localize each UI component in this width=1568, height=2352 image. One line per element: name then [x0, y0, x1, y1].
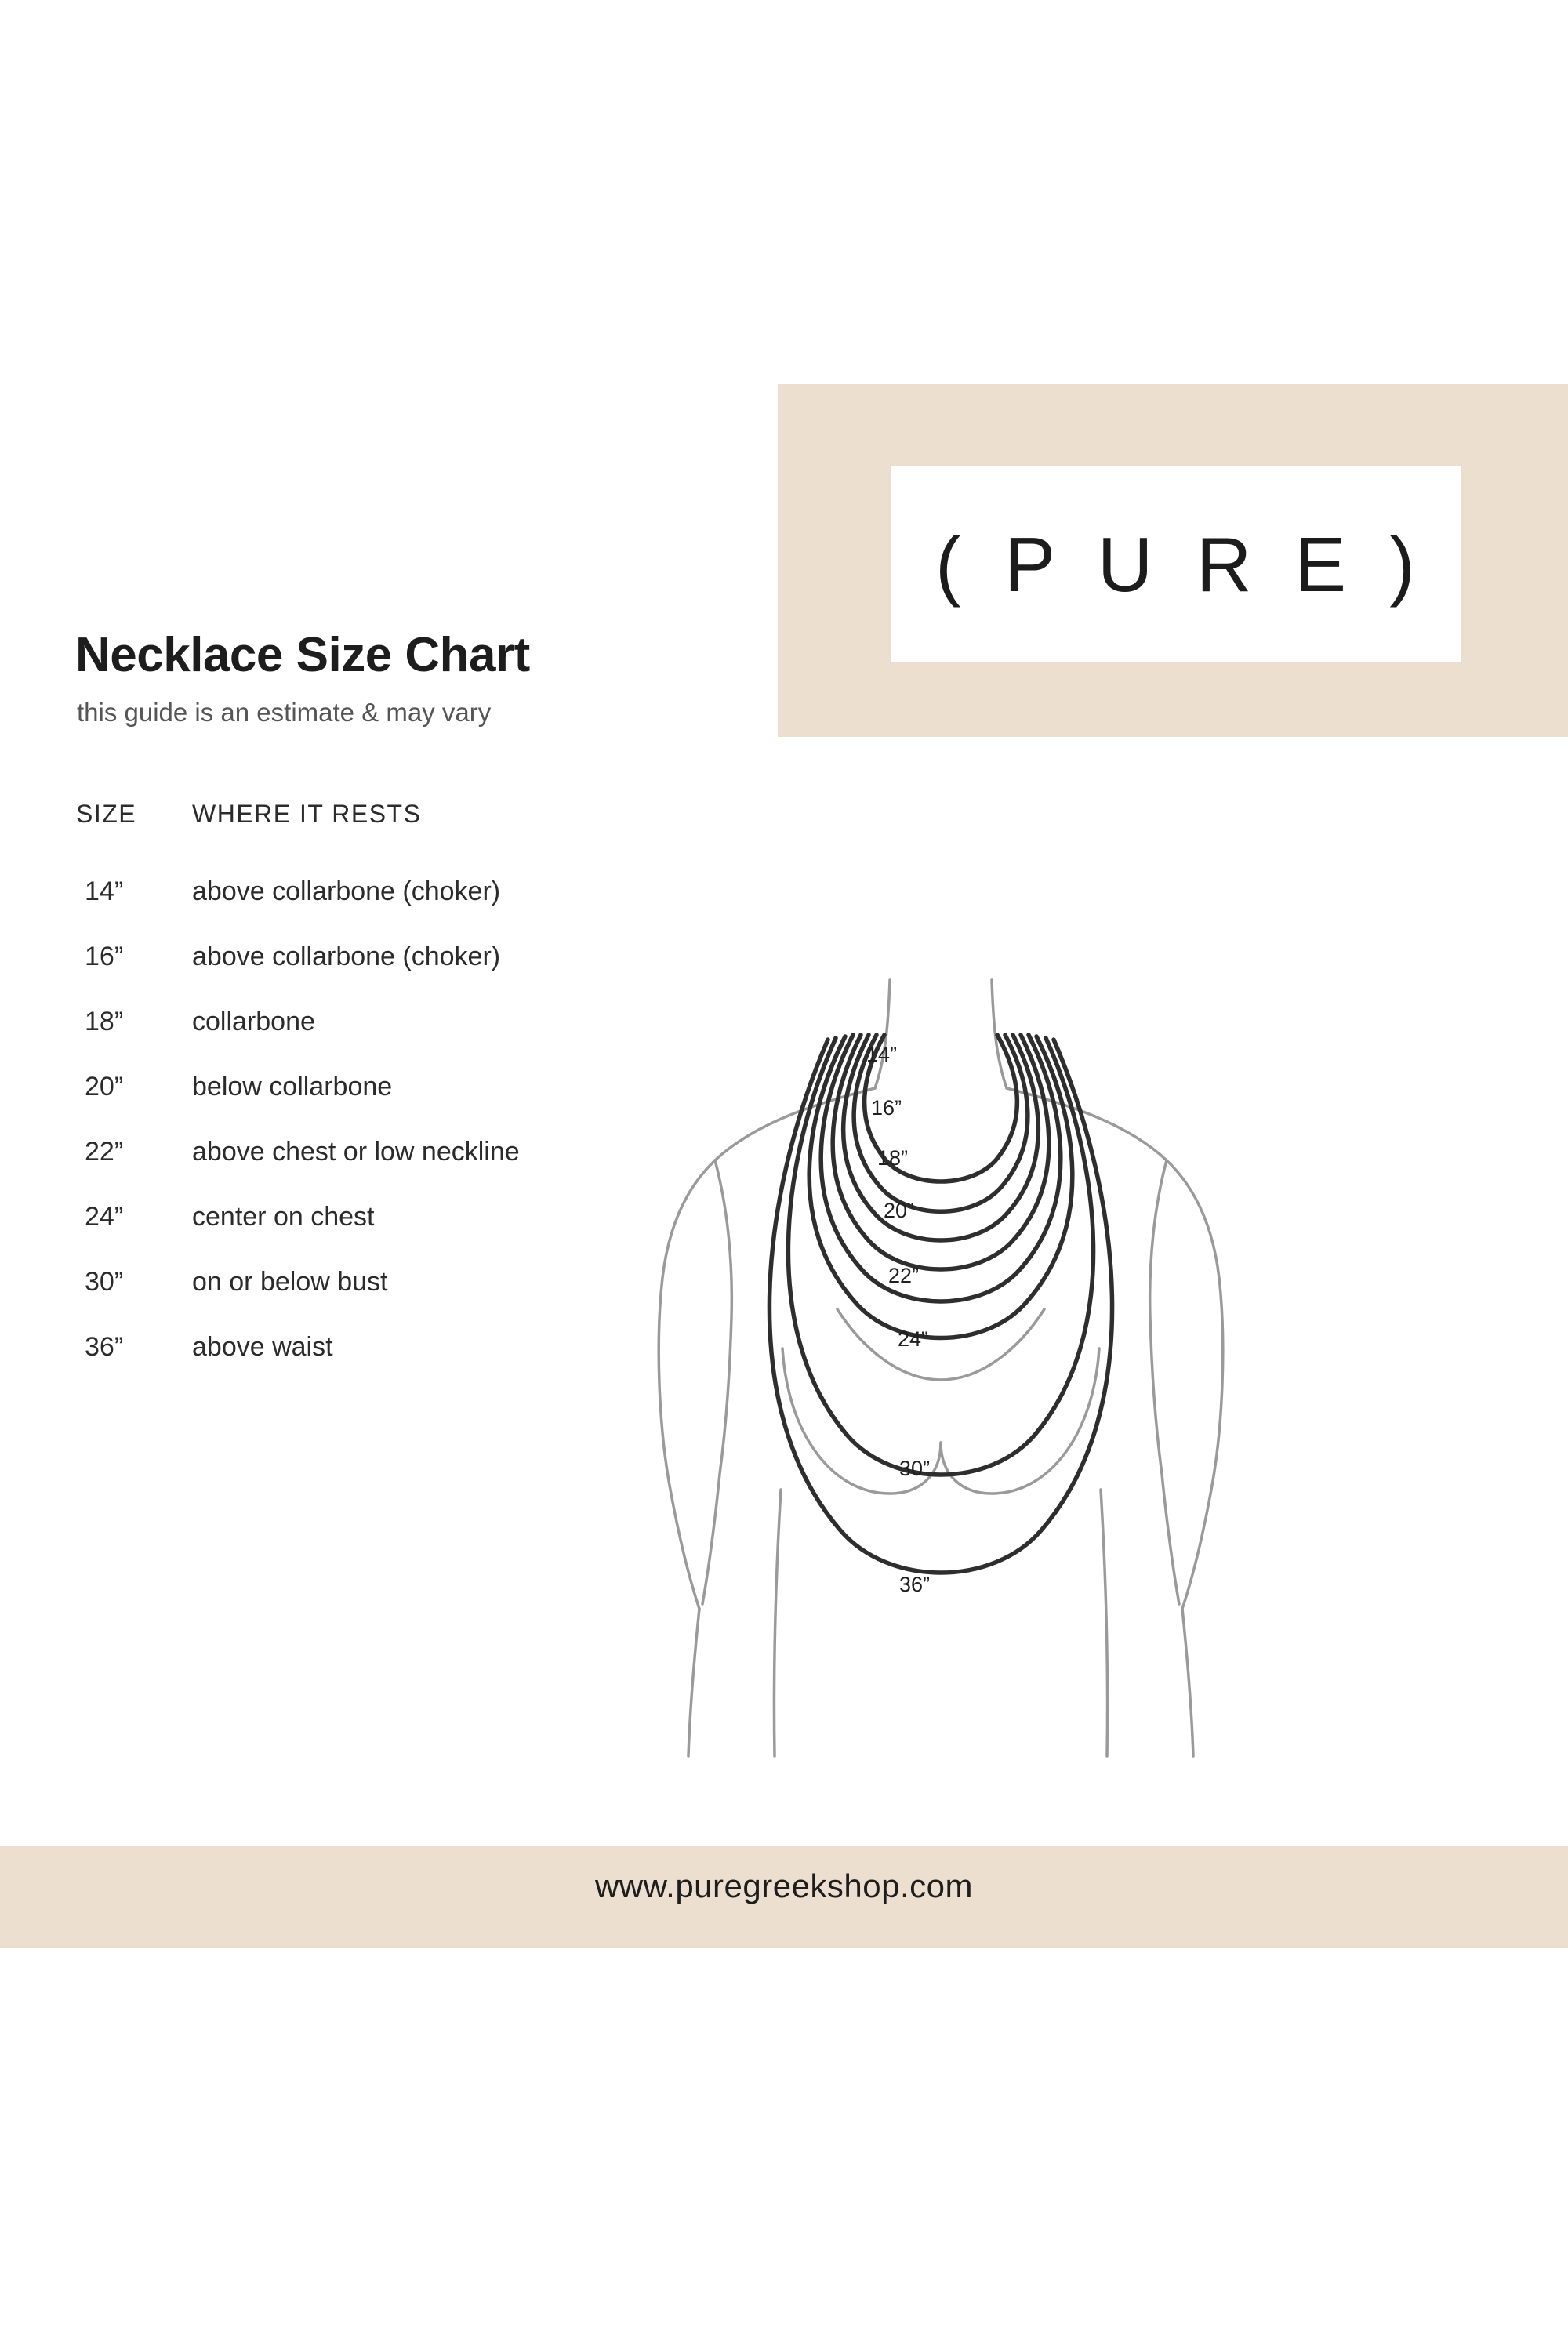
table-row — [0, 1332, 706, 1397]
row-size: 20” — [85, 1072, 124, 1102]
chain-label-16: 16” — [871, 1096, 902, 1120]
table-header-where: WHERE IT RESTS — [192, 800, 422, 828]
chain-strands — [769, 1035, 1112, 1573]
chain-label-22: 22” — [888, 1264, 920, 1287]
page-title: Necklace Size Chart — [75, 628, 530, 682]
row-size: 22” — [85, 1137, 124, 1167]
row-size: 16” — [85, 942, 124, 971]
row-where: on or below bust — [192, 1267, 388, 1297]
row-where: above waist — [192, 1332, 333, 1362]
row-where: collarbone — [192, 1007, 315, 1036]
body-outline — [659, 980, 1223, 1756]
row-size: 18” — [85, 1007, 124, 1036]
chain-label-14: 14” — [866, 1043, 898, 1066]
table-row — [0, 1072, 706, 1137]
table-header-size: SIZE — [76, 800, 137, 828]
row-size: 24” — [85, 1202, 124, 1232]
chain-label-20: 20” — [884, 1199, 915, 1222]
size-table — [0, 877, 706, 1397]
brand-name: ( P U R E ) — [935, 521, 1426, 608]
row-size: 36” — [85, 1332, 124, 1362]
body-and-chains-illustration — [627, 925, 1568, 1850]
table-row — [0, 1202, 706, 1267]
row-size: 14” — [85, 877, 124, 906]
table-row — [0, 1007, 706, 1072]
brand-logo-box — [891, 466, 1461, 662]
necklace-length-diagram — [627, 925, 1568, 1850]
row-size: 30” — [85, 1267, 124, 1297]
row-where: above chest or low neckline — [192, 1137, 520, 1167]
chain-label-18: 18” — [877, 1146, 909, 1170]
table-row — [0, 1137, 706, 1202]
table-row — [0, 1267, 706, 1332]
row-where: below collarbone — [192, 1072, 393, 1102]
page-subtitle: this guide is an estimate & may vary — [77, 698, 492, 727]
chain-label-36: 36” — [899, 1573, 931, 1596]
row-where: above collarbone (choker) — [192, 942, 501, 971]
chain-label-30: 30” — [899, 1457, 931, 1480]
row-where: center on chest — [192, 1202, 375, 1232]
chain-label-24: 24” — [898, 1327, 929, 1351]
row-where: above collarbone (choker) — [192, 877, 501, 906]
table-row — [0, 877, 706, 942]
table-row — [0, 942, 706, 1007]
footer-website[interactable]: www.puregreekshop.com — [594, 1867, 974, 1904]
